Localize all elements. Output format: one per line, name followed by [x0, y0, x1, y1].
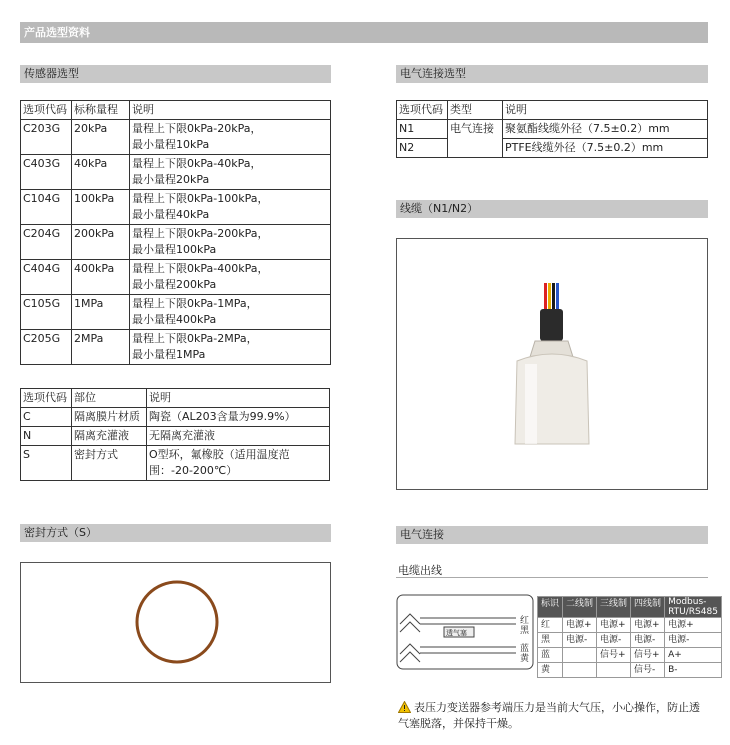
cell: 信号- [631, 663, 665, 678]
seal-panel [20, 562, 331, 683]
cell [563, 648, 597, 663]
table-row [538, 633, 722, 648]
cell-desc: 量程上下限0kPa-200kPa， 最小量程100kPa [130, 225, 331, 260]
o-ring-icon [137, 582, 217, 662]
table-row [21, 190, 331, 225]
cell-code: C [21, 408, 72, 427]
cell-range: 40kPa [72, 155, 130, 190]
table-row [21, 408, 330, 427]
wire-label-black: 黑 [520, 626, 530, 636]
cell-code: N1 [397, 120, 448, 139]
cable-out-title: 电缆出线 [398, 564, 442, 577]
section-electrical-bar [396, 65, 708, 83]
col-header: 部位 [72, 389, 147, 408]
cell-code: C403G [21, 155, 72, 190]
cell: 黑 [538, 633, 563, 648]
cell-code: C104G [21, 190, 72, 225]
cell: 电源+ [563, 618, 597, 633]
section-seal-bar [20, 524, 331, 542]
wiring-table [537, 596, 722, 678]
page-title: 产品选型资料 [24, 26, 90, 39]
section-sensor-title: 传感器选型 [24, 67, 79, 80]
warning-note [398, 700, 710, 732]
table-row [538, 618, 722, 633]
cell: 电源- [631, 633, 665, 648]
section-electrical-title: 电气连接选型 [400, 67, 466, 80]
wire-label-blue: 蓝 [520, 644, 530, 654]
table-row [397, 139, 708, 158]
cell: 电源+ [631, 618, 665, 633]
col-header: 说明 [130, 101, 331, 120]
cell-desc: 无隔离充灌液 [147, 427, 330, 446]
cell-desc: 陶瓷（AL203含量为99.9%） [147, 408, 330, 427]
col-header: 类型 [448, 101, 503, 120]
section-seal-title: 密封方式（S） [24, 526, 97, 539]
wire-blue-icon [556, 283, 559, 311]
cell-code: N [21, 427, 72, 446]
cell: A+ [665, 648, 722, 663]
table-row [21, 155, 331, 190]
col-header: 二线制 [563, 597, 597, 618]
divider [396, 577, 708, 578]
cell-code: C404G [21, 260, 72, 295]
cell-desc: 量程上下限0kPa-40kPa， 最小量程20kPa [130, 155, 331, 190]
cell: 红 [538, 618, 563, 633]
cell-desc: O型环，氟橡胶（适用温度范围：-20-200℃） [147, 446, 330, 481]
cell-range: 2MPa [72, 330, 130, 365]
o-ring-figure [21, 563, 330, 682]
cell: 电源- [597, 633, 631, 648]
table-row [21, 120, 331, 155]
cell-range: 100kPa [72, 190, 130, 225]
table-row [21, 225, 331, 260]
col-header: 四线制 [631, 597, 665, 618]
cell-part: 隔离膜片材质 [72, 408, 147, 427]
material-table [20, 388, 330, 481]
cell-code: S [21, 446, 72, 481]
cell-type: 电气连接 [448, 120, 503, 158]
col-header: 标称量程 [72, 101, 130, 120]
cell: 信号+ [597, 648, 631, 663]
section-connection-bar [396, 526, 708, 544]
page-header-bar [20, 22, 708, 43]
cell: 黄 [538, 663, 563, 678]
cell: B- [665, 663, 722, 678]
cell-desc: PTFE线缆外径（7.5±0.2）mm [503, 139, 708, 158]
section-cable-title: 线缆（N1/N2） [400, 202, 479, 215]
cell-code: C204G [21, 225, 72, 260]
col-header: 标识 [538, 597, 563, 618]
col-header: 选项代码 [21, 101, 72, 120]
col-header: 三线制 [597, 597, 631, 618]
cable-jacket-icon [540, 309, 563, 341]
sensor-table [20, 100, 331, 365]
cell-range: 1MPa [72, 295, 130, 330]
cell-desc: 量程上下限0kPa-400kPa， 最小量程200kPa [130, 260, 331, 295]
electrical-table [396, 100, 708, 158]
table-row [21, 260, 331, 295]
cell-range: 200kPa [72, 225, 130, 260]
cell-desc: 量程上下限0kPa-1MPa， 最小量程400kPa [130, 295, 331, 330]
col-header: 选项代码 [21, 389, 72, 408]
cell: 电源- [665, 633, 722, 648]
cell [563, 663, 597, 678]
cell-range: 400kPa [72, 260, 130, 295]
wire-label-yellow: 黄 [520, 654, 530, 664]
col-header: 说明 [503, 101, 708, 120]
cable-sensor-figure [397, 239, 707, 489]
table-row [21, 446, 330, 481]
table-row [538, 648, 722, 663]
cell-code: C105G [21, 295, 72, 330]
section-cable-bar [396, 200, 708, 218]
wire-label-red: 红 [520, 616, 530, 626]
table-row [21, 330, 331, 365]
cell-desc: 量程上下限0kPa-20kPa， 最小量程10kPa [130, 120, 331, 155]
wire-yellow-icon [548, 283, 551, 311]
cell-part: 隔离充灌液 [72, 427, 147, 446]
cell-range: 20kPa [72, 120, 130, 155]
section-sensor-bar [20, 65, 331, 83]
warning-icon [398, 701, 411, 713]
cell: 电源- [563, 633, 597, 648]
col-header: 选项代码 [397, 101, 448, 120]
cell: 电源+ [665, 618, 722, 633]
cell-code: C203G [21, 120, 72, 155]
col-header: 说明 [147, 389, 330, 408]
wire-red-icon [544, 283, 547, 311]
vent-label: 透气塞 [446, 629, 467, 637]
cell: 电源+ [597, 618, 631, 633]
cell-code: N2 [397, 139, 448, 158]
cell: 蓝 [538, 648, 563, 663]
warning-text: 表压力变送器参考端压力是当前大气压，小心操作，防止透气塞脱落，并保持干燥。 [398, 701, 700, 730]
cell-code: C205G [21, 330, 72, 365]
cell [597, 663, 631, 678]
col-header: Modbus-RTU/RS485 [665, 597, 722, 618]
cable-panel [396, 238, 708, 490]
cell-desc: 聚氨酯线缆外径（7.5±0.2）mm [503, 120, 708, 139]
wire-black-icon [552, 283, 555, 311]
table-row [397, 120, 708, 139]
table-row [21, 427, 330, 446]
table-row [538, 663, 722, 678]
table-row [21, 295, 331, 330]
cell-part: 密封方式 [72, 446, 147, 481]
cell-desc: 量程上下限0kPa-100kPa， 最小量程40kPa [130, 190, 331, 225]
cell: 信号+ [631, 648, 665, 663]
section-connection-title: 电气连接 [400, 528, 444, 541]
cell-desc: 量程上下限0kPa-2MPa， 最小量程1MPa [130, 330, 331, 365]
